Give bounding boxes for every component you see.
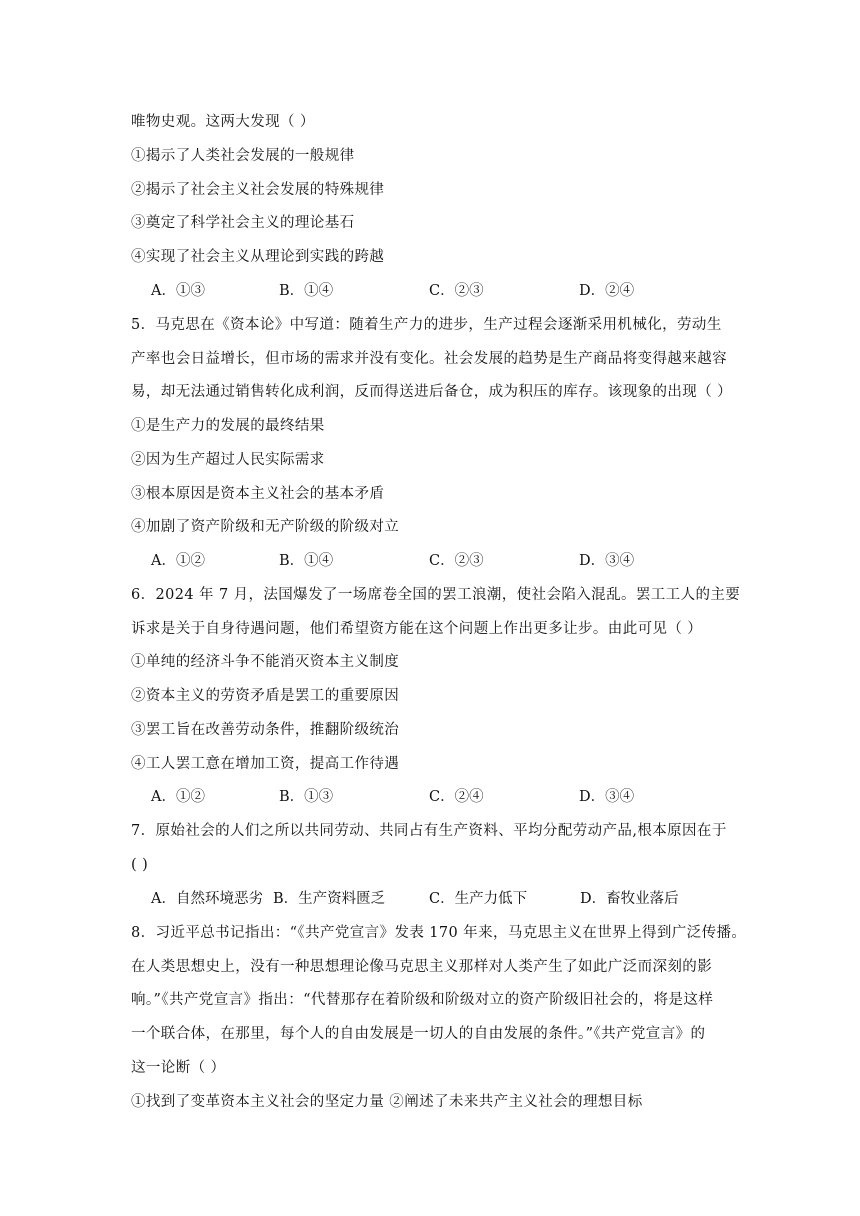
statement-2: ②因为生产超过人民实际需求 [131, 452, 325, 468]
statement-4: ④加剧了资产阶级和无产阶级的阶级对立 [131, 519, 400, 535]
statement-2: ②揭示了社会主义社会发展的特殊规律 [131, 182, 385, 198]
statements-1-2: ①找到了变革资本主义社会的坚定力量 ②阐述了未来共产主义社会的理想目标 [131, 1094, 643, 1110]
statement-1: ①单纯的经济斗争不能消灭资本主义制度 [131, 654, 400, 670]
statement-3: ③罢工旨在改善劳动条件，推翻阶级统治 [131, 722, 400, 738]
question-6-stem: 诉求是关于自身待遇问题，他们希望资方能在这个问题上作出更多让步。由此可见（ ） [131, 621, 703, 637]
question-8-stem: 一个联合体，在那里，每个人的自由发展是一切人的自由发展的条件。”《共产党宣言》的 [131, 1026, 706, 1042]
option-d[interactable]: D．②④ [579, 283, 635, 299]
option-a[interactable]: A．自然环境恶劣 [151, 891, 263, 907]
statement-4: ④实现了社会主义从理论到实践的跨越 [131, 249, 385, 265]
question-8-stem: 在人类思想史上，没有一种思想理论像马克思主义那样对人类产生了如此广泛而深刻的影 [131, 959, 713, 975]
option-c[interactable]: C．②③ [429, 553, 484, 569]
question-5-stem: 产率也会日益增长，但市场的需求并没有变化。社会发展的趋势是生产商品将变得越来越容 [131, 351, 727, 367]
option-d[interactable]: D．③④ [579, 553, 635, 569]
question-5-stem: 易，却无法通过销售转化成利润，反而得送进后备仓，成为积压的库存。该现象的出现（ ） [131, 384, 733, 400]
statement-3: ③根本原因是资本主义社会的基本矛盾 [131, 486, 385, 502]
question-4-stem-end: 唯物史观。这两大发现（ ） [131, 114, 315, 130]
option-a[interactable]: A．①② [151, 553, 205, 569]
option-b[interactable]: B．①④ [279, 283, 334, 299]
question-7-options [151, 889, 731, 909]
question-4-options [151, 281, 731, 301]
option-b[interactable]: B．①④ [279, 553, 334, 569]
option-b[interactable]: B．生产资料匮乏 [273, 891, 386, 907]
question-8-stem: 这一论断（ ） [131, 1060, 226, 1076]
option-a[interactable]: A．①③ [151, 283, 205, 299]
question-8-stem: 响。”《共产党宣言》指出：“代替那存在着阶级和阶级对立的资产阶级旧社会的，将是这样 [131, 992, 714, 1008]
question-8-stem: 8．习近平总书记指出：“《共产党宣言》发表 170 年来，马克思主义在世界上得到广泛传播。 [131, 925, 747, 941]
statement-1: ①是生产力的发展的最终结果 [131, 418, 325, 434]
option-c[interactable]: C．②③ [429, 283, 484, 299]
option-a[interactable]: A．①② [151, 789, 205, 805]
question-6-stem: 6．2024 年 7 月，法国爆发了一场席卷全国的罢工浪潮，使社会陷入混乱。罢工工人的主要 [131, 587, 741, 603]
question-5-options [151, 551, 731, 571]
statement-4: ④工人罢工意在增加工资，提高工作待遇 [131, 756, 400, 772]
option-d[interactable]: D．③④ [579, 789, 635, 805]
question-7-bracket: ( ) [131, 857, 149, 873]
option-d[interactable]: D．畜牧业落后 [580, 891, 679, 907]
option-c[interactable]: C．生产力低下 [429, 891, 528, 907]
question-5-stem: 5．马克思在《资本论》中写道：随着生产力的进步，生产过程会逐渐采用机械化，劳动生 [131, 317, 722, 333]
question-7-stem: 7．原始社会的人们之所以共同劳动、共同占有生产资料、平均分配劳动产品,根本原因在于 [131, 823, 727, 839]
statement-2: ②资本主义的劳资矛盾是罢工的重要原因 [131, 688, 400, 704]
question-6-options [151, 787, 731, 807]
statement-1: ①揭示了人类社会发展的一般规律 [131, 148, 355, 164]
statement-3: ③奠定了科学社会主义的理论基石 [131, 215, 355, 231]
option-c[interactable]: C．②④ [429, 789, 484, 805]
option-b[interactable]: B．①③ [279, 789, 334, 805]
